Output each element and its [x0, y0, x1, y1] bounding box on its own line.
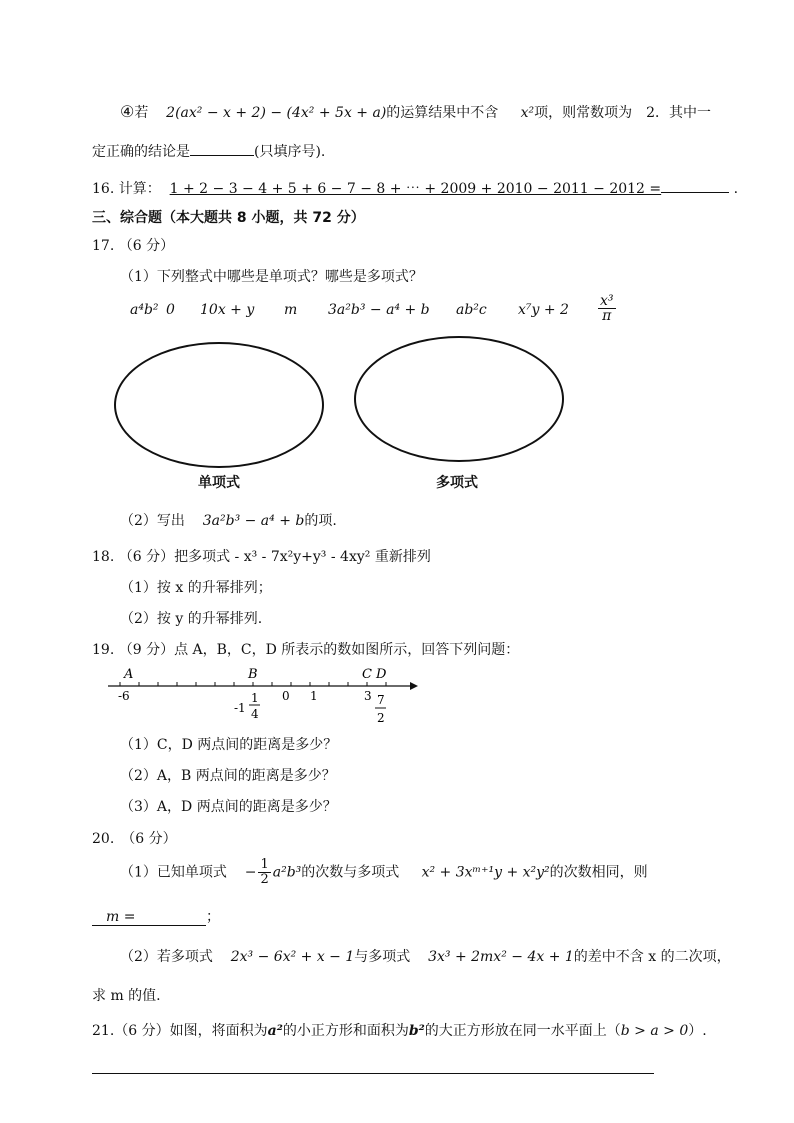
q15-item4-line2 [92, 141, 325, 161]
b-numerator: 1 [251, 691, 259, 705]
q17-part2 [120, 510, 337, 530]
q16-end: . [733, 181, 739, 197]
fraction-numerator: 1 [260, 857, 269, 872]
q20-fraction [258, 858, 270, 887]
q21-post: ）. [688, 1023, 707, 1039]
q21-a-squared: a² [267, 1023, 283, 1039]
q20-p1-pre: （1）已知单项式 [120, 864, 227, 881]
fraction-denominator: 2 [260, 872, 269, 887]
label-A: A [124, 667, 134, 682]
q20-polynomial: x² + 3xᵐ⁺¹y + x²y² [421, 864, 550, 881]
q19-heading: 19. （9 分）点 A，B，C，D 所表示的数如图所示，回答下列问题： [92, 642, 520, 658]
q17-p2-post: 的项. [304, 513, 337, 529]
d-numerator: 7 [377, 693, 385, 707]
fraction-numerator: x³ [600, 293, 614, 309]
q20-polynomial-1: 2x³ − 6x² + x − 1 [230, 949, 355, 965]
q20-p1-mid: 的次数与多项式 [301, 864, 400, 881]
expr-item: m [284, 302, 298, 318]
q16-expression: 1 + 2 − 3 − 4 + 5 + 6 − 7 − 8 + ⋯ + 2009 + 2010 − 2011 − 2012 = [169, 181, 662, 197]
axis-arrow-icon [410, 682, 418, 690]
expr-fraction [598, 294, 616, 323]
q17-heading: 17. （6 分） [92, 238, 175, 254]
section-title: 三、综合题（本大题共 8 小题，共 72 分） [92, 210, 365, 226]
tick-label-0: 0 [282, 689, 290, 703]
expr-item: 0 [166, 302, 175, 318]
tick-label-3: 3 [364, 689, 372, 703]
q20-part2-line2: 求 m 的值. [92, 988, 161, 1004]
q15-line2-post: (只填序号). [254, 144, 326, 160]
expr-item: a⁴b² [130, 302, 159, 318]
expr-item: 10x + y [200, 302, 255, 318]
expr-item: ab²c [456, 302, 487, 318]
q15-text-post: 项，则常数项为 2．其中一 [534, 105, 711, 121]
q18-part2: （2）按 y 的升幂排列. [120, 611, 263, 627]
d-denominator: 2 [377, 711, 385, 725]
circled-number: ④ [120, 102, 135, 121]
q20-p2-mid: 与多项式 [354, 949, 411, 965]
q18-heading: 18. （6 分）把多项式 - x³ - 7x²y+y³ - 4xy² 重新排列 [92, 549, 431, 565]
bottom-divider [92, 1073, 654, 1074]
expr-item: 3a²b³ − a⁴ + b [328, 302, 430, 318]
q15-item4-line1 [120, 102, 711, 122]
q17-p2-pre: （2）写出 [120, 513, 185, 529]
monomial-label: 单项式 [198, 475, 240, 491]
q19-part1: （1）C，D 两点间的距离是多少？ [120, 737, 338, 753]
label-D: D [376, 667, 387, 682]
fraction-denominator: π [602, 308, 612, 324]
number-line-figure [100, 660, 430, 730]
q20-part2 [120, 946, 731, 966]
q20-monomial: a²b³ [272, 864, 302, 881]
q21-mid1: 的小正方形和面积为 [282, 1023, 409, 1039]
q16-number: 16. 计算： [92, 181, 161, 197]
tick-label-1: 1 [310, 689, 318, 703]
tick-label-neg6: -6 [118, 689, 130, 703]
q21-line [92, 1020, 707, 1040]
minus-sign: − [244, 864, 257, 881]
q19-part2: （2）A，B 两点间的距离是多少？ [120, 768, 336, 784]
q20-p1-post: 的次数相同，则 [549, 864, 648, 881]
monomial-ellipse [114, 342, 324, 468]
q20-heading: 20. （6 分） [92, 831, 177, 847]
q20-p2-pre: （2）若多项式 [120, 949, 213, 965]
q21-mid2: 的大正方形放在同一水平面上（ [424, 1023, 621, 1039]
polynomial-label: 多项式 [436, 475, 478, 491]
q20-part1 [120, 858, 648, 887]
q21-condition: b > a > 0 [620, 1023, 689, 1039]
b-denominator: 4 [251, 707, 259, 721]
q15-text-pre: 若 [134, 105, 149, 121]
q16-line [92, 178, 738, 198]
q18-part1: （1）按 x 的升幂排列； [120, 580, 272, 596]
q20-m-answer [92, 906, 220, 926]
answer-blank [661, 178, 729, 193]
q20-polynomial-2: 3x³ + 2mx² − 4x + 1 [428, 949, 574, 965]
b-whole: -1 [234, 701, 246, 715]
q15-line2-pre: 定正确的结论是 [92, 144, 190, 160]
label-C: C [362, 667, 372, 682]
m-answer-blank [92, 909, 206, 926]
label-B: B [248, 667, 258, 682]
q19-part3: （3）A，D 两点间的距离是多少？ [120, 799, 337, 815]
q20-p2-post: 的差中不含 x 的二次项， [573, 949, 731, 965]
polynomial-ellipse [354, 336, 564, 462]
q17-p2-expression: 3a²b³ − a⁴ + b [202, 513, 305, 529]
expr-item: x⁷y + 2 [518, 302, 569, 318]
q17-expression-list [130, 293, 650, 332]
m-end: ； [206, 909, 220, 925]
q15-text-mid: 的运算结果中不含 [386, 105, 499, 121]
answer-blank [190, 141, 254, 156]
q15-term: x² [520, 105, 535, 121]
q15-expression: 2(ax² − x + 2) − (4x² + 5x + a) [166, 105, 387, 121]
q17-part1: （1）下列整式中哪些是单项式？哪些是多项式？ [120, 269, 423, 285]
q21-pre: 21.（6 分）如图，将面积为 [92, 1023, 268, 1039]
q21-b-squared: b² [408, 1023, 425, 1039]
m-label: m = [106, 909, 136, 925]
